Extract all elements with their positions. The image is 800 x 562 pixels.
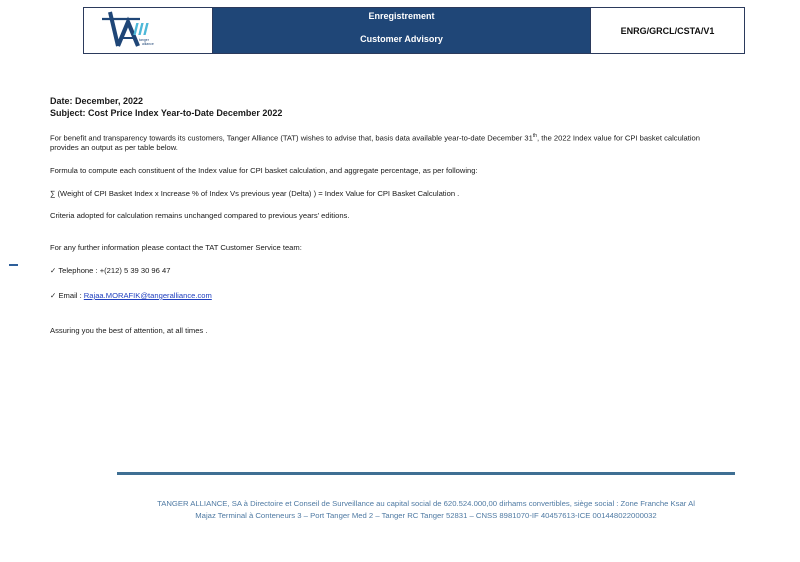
header-title-band — [213, 8, 590, 53]
document-header — [83, 7, 745, 54]
logo-cell — [84, 8, 213, 53]
contact-intro: For any further information please contact the TAT Customer Service team: — [50, 243, 302, 252]
header-title-line-2: Customer Advisory — [360, 34, 443, 44]
intro-paragraph-line-2: provides an output as per table below. — [50, 143, 178, 152]
footer-legal-text — [100, 498, 752, 522]
formula-text: ∑ (Weight of CPI Basket Index x Increase % of Index Vs previous year (Delta) ) = Index Value for CPI Basket Calculation . — [50, 189, 460, 198]
document-subject: Subject: Cost Price Index Year-to-Date December 2022 — [50, 107, 283, 118]
email-line — [50, 291, 212, 300]
email-label: ✓ Email : — [50, 291, 84, 300]
email-link[interactable]: Rajaa.MORAFIK@tangeralliance.com — [83, 291, 212, 300]
formula-intro: Formula to compute each constituent of the Index value for CPI basket calculation, and aggregate percentage, as per following: — [50, 166, 478, 175]
intro-text-b: , the 2022 Index value for CPI basket calculation — [537, 133, 700, 143]
footer-line-1: TANGER ALLIANCE, SA à Directoire et Conseil de Surveillance au capital social de 620.524.000,00 dirhams convertibles, siège social : Zone Franche Ksar Al — [157, 499, 695, 508]
telephone-value: +(212) 5 39 30 96 47 — [99, 266, 171, 275]
document-date: Date: December, 2022 — [50, 96, 144, 106]
margin-mark — [9, 264, 18, 266]
intro-superscript: th — [532, 133, 538, 139]
closing-text: Assuring you the best of attention, at all times . — [50, 326, 208, 335]
tanger-alliance-logo-icon — [84, 8, 212, 53]
intro-text-a: For benefit and transparency towards its customers, Tanger Alliance (TAT) wishes to advise that, basis data available year-to-date December 31 — [50, 133, 533, 143]
document-body-header — [50, 96, 770, 119]
svg-text:tanger: tanger — [139, 38, 149, 42]
footer-line-2: Majaz Terminal à Conteneurs 3 – Port Tanger Med 2 – Tanger RC Tanger 52831 – CNSS 8981070-IF 40457613-ICE 001448022000032 — [195, 510, 657, 520]
telephone-line — [50, 266, 170, 275]
footer-divider — [117, 472, 735, 475]
document-code: ENRG/GRCL/CSTA/V1 — [590, 8, 744, 53]
telephone-label: ✓ Telephone : — [50, 266, 100, 275]
criteria-text: Criteria adopted for calculation remains unchanged compared to previous years' editions. — [50, 211, 350, 220]
header-title-line-1: Enregistrement — [368, 11, 435, 21]
intro-paragraph-line-1 — [50, 133, 700, 143]
svg-text:alliance: alliance — [142, 42, 154, 46]
